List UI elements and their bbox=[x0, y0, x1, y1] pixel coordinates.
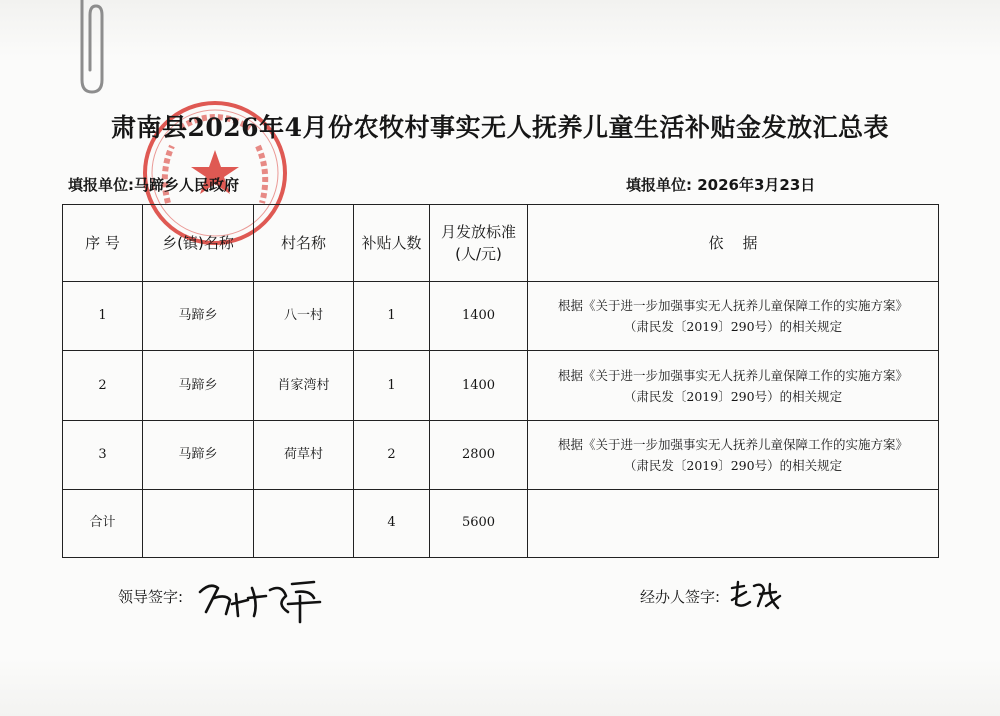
cell-township: 马蹄乡 bbox=[143, 351, 254, 420]
cell-basis bbox=[528, 351, 939, 420]
total-empty-basis bbox=[528, 489, 939, 557]
cell-basis bbox=[528, 420, 939, 489]
cell-seq: 2 bbox=[63, 351, 143, 420]
handler-handwritten-signature bbox=[728, 578, 784, 614]
cell-seq: 3 bbox=[63, 420, 143, 489]
filing-unit bbox=[68, 174, 239, 195]
filing-date-label: 填报单位: bbox=[626, 176, 692, 194]
basis-line1: 根据《关于进一步加强事实无人抚养儿童保障工作的实施方案》 bbox=[557, 436, 908, 452]
filing-unit-value: 马蹄乡人民政府 bbox=[134, 176, 240, 194]
total-amount: 5600 bbox=[430, 489, 528, 557]
cell-village: 肖家湾村 bbox=[254, 351, 354, 420]
cell-amount: 1400 bbox=[430, 351, 528, 420]
basis-line2: （肃民发〔2019〕290号）的相关规定 bbox=[623, 457, 843, 473]
total-empty-township bbox=[143, 489, 254, 557]
table-row bbox=[63, 351, 939, 420]
header-township: 乡(镇)名称 bbox=[143, 205, 254, 282]
basis-line2: （肃民发〔2019〕290号）的相关规定 bbox=[623, 319, 843, 335]
cell-amount: 2800 bbox=[430, 420, 528, 489]
table-row bbox=[63, 420, 939, 489]
basis-line1: 根据《关于进一步加强事实无人抚养儿童保障工作的实施方案》 bbox=[557, 367, 908, 383]
header-standard-line1: 月发放标准 bbox=[440, 223, 516, 242]
header-standard-line2: (人/元) bbox=[455, 245, 502, 264]
cell-seq: 1 bbox=[63, 282, 143, 351]
header-village: 村名称 bbox=[254, 205, 354, 282]
header-count: 补贴人数 bbox=[354, 205, 430, 282]
cell-village: 荷草村 bbox=[254, 420, 354, 489]
subsidy-summary-table bbox=[62, 204, 939, 558]
cell-township: 马蹄乡 bbox=[143, 282, 254, 351]
leader-signature-label: 领导签字: bbox=[118, 588, 184, 606]
paperclip-icon bbox=[62, 0, 112, 95]
cell-village: 八一村 bbox=[254, 282, 354, 351]
filing-date-value: 2026年3月23日 bbox=[697, 176, 816, 194]
cell-count: 2 bbox=[354, 420, 430, 489]
cell-count: 1 bbox=[354, 282, 430, 351]
total-count: 4 bbox=[354, 489, 430, 557]
filing-unit-label: 填报单位: bbox=[68, 176, 134, 194]
document-title: 肃南县2026年4月份农牧村事实无人抚养儿童生活补贴金发放汇总表 bbox=[111, 113, 889, 142]
leader-handwritten-signature bbox=[196, 574, 326, 626]
cell-basis bbox=[528, 282, 939, 351]
table-header-row bbox=[63, 205, 939, 282]
header-seq: 序 号 bbox=[63, 205, 143, 282]
filing-date bbox=[626, 174, 815, 195]
cell-township: 马蹄乡 bbox=[143, 420, 254, 489]
cell-count: 1 bbox=[354, 351, 430, 420]
header-basis: 依 据 bbox=[528, 205, 939, 282]
basis-line1: 根据《关于进一步加强事实无人抚养儿童保障工作的实施方案》 bbox=[557, 298, 908, 314]
table-total-row bbox=[63, 489, 939, 557]
total-empty-village bbox=[254, 489, 354, 557]
handler-signature-label: 经办人签字: bbox=[640, 588, 721, 606]
table-row bbox=[63, 282, 939, 351]
cell-amount: 1400 bbox=[430, 282, 528, 351]
basis-line2: （肃民发〔2019〕290号）的相关规定 bbox=[623, 388, 843, 404]
total-label: 合计 bbox=[63, 489, 143, 557]
header-standard bbox=[430, 205, 528, 282]
